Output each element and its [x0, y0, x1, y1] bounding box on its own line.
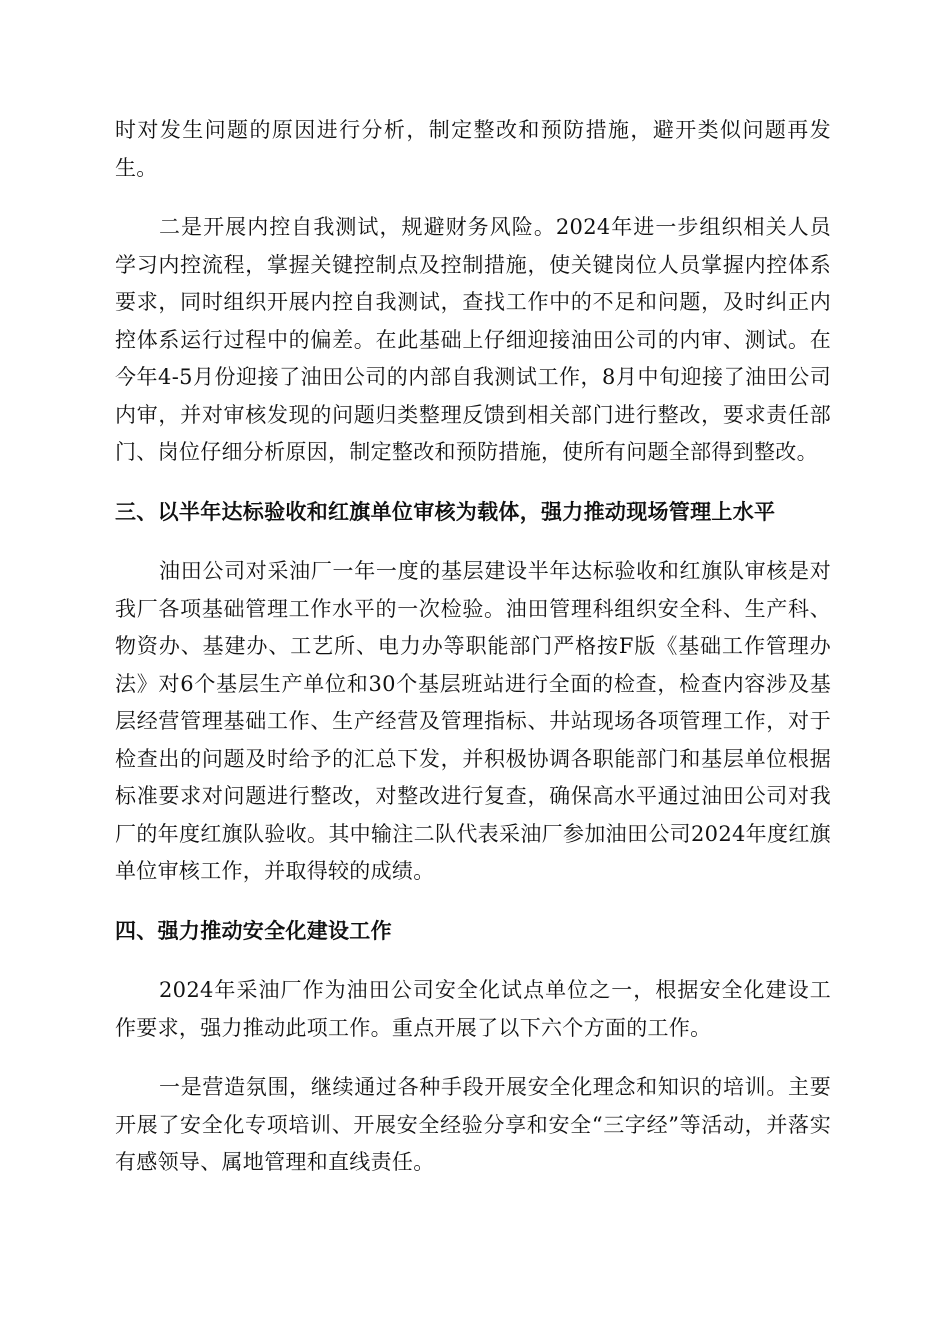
paragraph-site-management: 油田公司对采油厂一年一度的基层建设半年达标验收和红旗队审核是对我厂各项基础管理工作水平的一次检验。油田管理科组织安全科、生产科、物资办、基建办、工艺所、电力办等职能部门严格按F版《基础工作管理办法》对6个基层生产单位和30个基层班站进行全面的检查，检查内容涉及基层经营管理基础工作、生产经营及管理指标、井站现场各项管理工作，对于检查出的问题及时给予的汇总下发，并积极协调各职能部门和基层单位根据标准要求对问题进行整改，对整改进行复查，确保高水平通过油田公司对我厂的年度红旗队验收。其中输注二队代表采油厂参加油田公司2024年度红旗单位审核工作，并取得较的成绩。	[115, 559, 831, 883]
paragraph-continuation: 时对发生问题的原因进行分析，制定整改和预防措施，避开类似问题再发生。	[115, 118, 831, 180]
paragraph-safety-intro: 2024年采油厂作为油田公司安全化试点单位之一，根据安全化建设工作要求，强力推动此项工作。重点开展了以下六个方面的工作。	[115, 978, 831, 1040]
paragraph-internal-control: 二是开展内控自我测试，规避财务风险。2024年进一步组织相关人员学习内控流程，掌握关键控制点及控制措施，使关键岗位人员掌握内控体系要求，同时组织开展内控自我测试，查找工作中的不足和问题，及时纠正内控体系运行过程中的偏差。在此基础上仔细迎接油田公司的内审、测试。在今年4-5月份迎接了油田公司的内部自我测试工作，8月中旬迎接了油田公司内审，并对审核发现的问题归类整理反馈到相关部门进行整改，要求责任部门、岗位仔细分析原因，制定整改和预防措施，使所有问题全部得到整改。	[115, 215, 831, 464]
paragraph-safety-training: 一是营造氛围，继续通过各种手段开展安全化理念和知识的培训。主要开展了安全化专项培训、开展安全经验分享和安全“三字经”等活动，并落实有感领导、属地管理和直线责任。	[115, 1075, 831, 1174]
document-page	[115, 112, 831, 1182]
section-heading-4: 四、强力推动安全化建设工作	[115, 918, 392, 943]
section-heading-3: 三、以半年达标验收和红旗单位审核为载体，强力推动现场管理上水平	[115, 499, 776, 524]
